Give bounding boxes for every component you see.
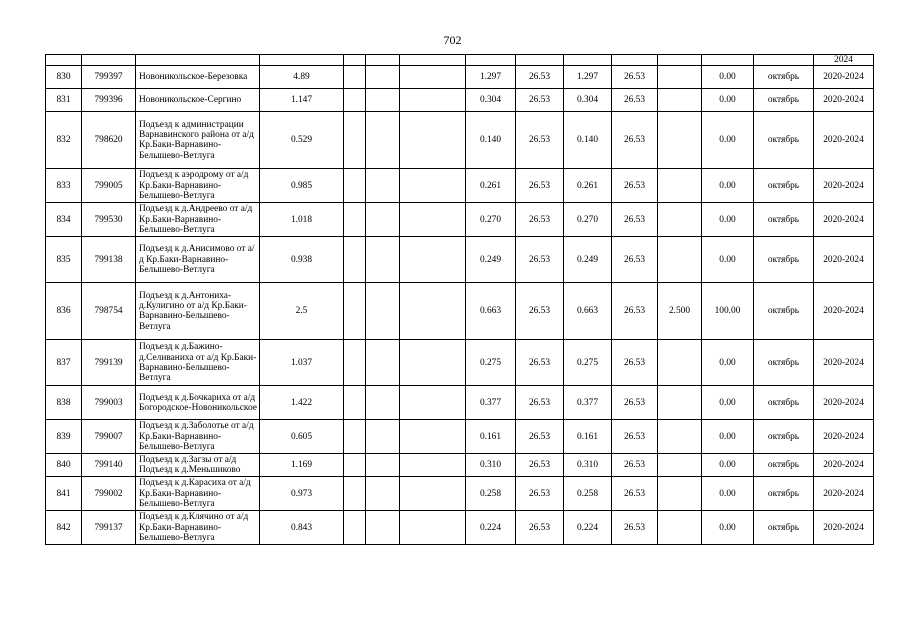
cell-percent-3: 0.00 bbox=[702, 203, 754, 237]
cell-percent-1: 26.53 bbox=[516, 386, 564, 420]
cell-empty-c bbox=[400, 477, 466, 511]
cell-code: 798620 bbox=[82, 112, 136, 169]
cell-percent-3: 0.00 bbox=[702, 454, 754, 477]
cell-percent-1: 26.53 bbox=[516, 420, 564, 454]
cell-code: 799397 bbox=[82, 66, 136, 89]
cell-percent-2: 26.53 bbox=[612, 420, 658, 454]
cell-percent-1: 26.53 bbox=[516, 477, 564, 511]
cell-percent-1: 26.53 bbox=[516, 511, 564, 545]
cell-volume-2: 0.663 bbox=[564, 283, 612, 340]
cell-empty-a bbox=[344, 203, 366, 237]
cell-empty-b bbox=[366, 386, 400, 420]
cell-period: 2020-2024 bbox=[814, 283, 874, 340]
cell-period: 2020-2024 bbox=[814, 112, 874, 169]
table-row bbox=[46, 283, 874, 340]
cell-volume-1: 0.663 bbox=[466, 283, 516, 340]
cell-name: Подъезд к д.Карасиха от а/д Кр.Баки-Варнавино-Белышево-Ветлуга bbox=[136, 477, 260, 511]
cell-period: 2020-2024 bbox=[814, 420, 874, 454]
cell-no: 835 bbox=[46, 237, 82, 283]
cell-percent-2: 26.53 bbox=[612, 283, 658, 340]
cell-code: 799005 bbox=[82, 169, 136, 203]
cell-empty-a bbox=[344, 169, 366, 203]
cell-percent-1: 26.53 bbox=[516, 66, 564, 89]
cell-volume-3 bbox=[658, 169, 702, 203]
cell-empty-a bbox=[344, 454, 366, 477]
cell-name: Подъезд к д.Клячино от а/д Кр.Баки-Варнавино-Белышево-Ветлуга bbox=[136, 511, 260, 545]
cell-code: 799530 bbox=[82, 203, 136, 237]
cell-name: Подъезд к д.Антониха-д.Кулигино от а/д Кр.Баки-Варнавино-Белышево-Ветлуга bbox=[136, 283, 260, 340]
cell-month: октябрь bbox=[754, 112, 814, 169]
cell-code: 799140 bbox=[82, 454, 136, 477]
cell-percent-1: 26.53 bbox=[516, 340, 564, 386]
cell-month: октябрь bbox=[754, 386, 814, 420]
cell-no: 836 bbox=[46, 283, 82, 340]
cell-percent-3: 0.00 bbox=[702, 477, 754, 511]
cell-code: 799138 bbox=[82, 237, 136, 283]
cell-empty-c bbox=[400, 340, 466, 386]
cell-length: 1.147 bbox=[260, 89, 344, 112]
table-row bbox=[46, 511, 874, 545]
cell-name: Новоникольское-Березовка bbox=[136, 66, 260, 89]
cell-volume-3 bbox=[658, 112, 702, 169]
cell-month: октябрь bbox=[754, 66, 814, 89]
cell-empty-c bbox=[400, 283, 466, 340]
table-row bbox=[46, 454, 874, 477]
cell-code: 799003 bbox=[82, 386, 136, 420]
cell-percent-3: 0.00 bbox=[702, 386, 754, 420]
cell-month: октябрь bbox=[754, 203, 814, 237]
cell-empty-c bbox=[400, 203, 466, 237]
cell-month: октябрь bbox=[754, 420, 814, 454]
cell-volume-3 bbox=[658, 203, 702, 237]
cell-empty-c bbox=[400, 66, 466, 89]
cell-volume-1: 0.258 bbox=[466, 477, 516, 511]
cell-period: 2020-2024 bbox=[814, 511, 874, 545]
cell-period: 2020-2024 bbox=[814, 66, 874, 89]
cell-empty-b bbox=[366, 511, 400, 545]
cell-month: октябрь bbox=[754, 169, 814, 203]
cell-length: 1.018 bbox=[260, 203, 344, 237]
cell-month: октябрь bbox=[754, 237, 814, 283]
cell-empty-b bbox=[366, 237, 400, 283]
cell-volume-2: 0.161 bbox=[564, 420, 612, 454]
cell-month: октябрь bbox=[754, 89, 814, 112]
cell-empty-b bbox=[366, 454, 400, 477]
cell-period: 2020-2024 bbox=[814, 169, 874, 203]
cell-volume-2: 1.297 bbox=[564, 66, 612, 89]
cell-name: Подъезд к д.Андреево от а/д Кр.Баки-Варнавино-Белышево-Ветлуга bbox=[136, 203, 260, 237]
cell-volume-3: 2.500 bbox=[658, 283, 702, 340]
cell-no: 833 bbox=[46, 169, 82, 203]
table-row bbox=[46, 386, 874, 420]
cell-volume-2: 0.275 bbox=[564, 340, 612, 386]
cell-code: 799007 bbox=[82, 420, 136, 454]
cell-volume-1: 0.275 bbox=[466, 340, 516, 386]
cell-no: 831 bbox=[46, 89, 82, 112]
cell-length: 0.973 bbox=[260, 477, 344, 511]
cell-percent-2: 26.53 bbox=[612, 203, 658, 237]
cell-no: 830 bbox=[46, 66, 82, 89]
cell-length: 1.037 bbox=[260, 340, 344, 386]
cell-name: Подъезд к д.Загзы от а/д Подъезд к д.Меньшиково bbox=[136, 454, 260, 477]
cell-code: 799396 bbox=[82, 89, 136, 112]
cell-volume-2: 0.140 bbox=[564, 112, 612, 169]
cell-volume-1: 0.261 bbox=[466, 169, 516, 203]
cell-volume-1: 0.377 bbox=[466, 386, 516, 420]
cell-empty-b bbox=[366, 283, 400, 340]
cell-name: Подъезд к д.Анисимово от а/д Кр.Баки-Варнавино-Белышево-Ветлуга bbox=[136, 237, 260, 283]
cell-name: Новоникольское-Сергино bbox=[136, 89, 260, 112]
cell-volume-2: 0.249 bbox=[564, 237, 612, 283]
cell-empty-b bbox=[366, 477, 400, 511]
cell-name: Подъезд к д.Заболотье от а/д Кр.Баки-Варнавино-Белышево-Ветлуга bbox=[136, 420, 260, 454]
cell-empty-c bbox=[400, 386, 466, 420]
cell-month: октябрь bbox=[754, 477, 814, 511]
cell-empty-b bbox=[366, 340, 400, 386]
cell-month: октябрь bbox=[754, 340, 814, 386]
cell-volume-2: 0.224 bbox=[564, 511, 612, 545]
cell-length: 2.5 bbox=[260, 283, 344, 340]
table-row bbox=[46, 340, 874, 386]
cell-percent-2: 26.53 bbox=[612, 66, 658, 89]
table-row bbox=[46, 112, 874, 169]
cell-percent-3: 0.00 bbox=[702, 420, 754, 454]
cell-volume-1: 0.310 bbox=[466, 454, 516, 477]
cell-empty-a bbox=[344, 340, 366, 386]
cell-empty-c bbox=[400, 169, 466, 203]
cell-period: 2020-2024 bbox=[814, 477, 874, 511]
cell-volume-1: 0.140 bbox=[466, 112, 516, 169]
cell-length: 1.169 bbox=[260, 454, 344, 477]
cell-volume-3 bbox=[658, 420, 702, 454]
cell-volume-3 bbox=[658, 454, 702, 477]
cell-empty-a bbox=[344, 386, 366, 420]
cell-length: 0.605 bbox=[260, 420, 344, 454]
cell-volume-1: 0.304 bbox=[466, 89, 516, 112]
page-number: 702 bbox=[443, 33, 462, 47]
cell-percent-1: 26.53 bbox=[516, 283, 564, 340]
cell-no: 842 bbox=[46, 511, 82, 545]
cell-volume-2: 0.377 bbox=[564, 386, 612, 420]
table-row bbox=[46, 169, 874, 203]
cell-length: 0.529 bbox=[260, 112, 344, 169]
cell-volume-2: 0.258 bbox=[564, 477, 612, 511]
cell-volume-1: 0.249 bbox=[466, 237, 516, 283]
cell-length: 1.422 bbox=[260, 386, 344, 420]
cell-month: октябрь bbox=[754, 454, 814, 477]
cell-no: 838 bbox=[46, 386, 82, 420]
cell-empty-c bbox=[400, 89, 466, 112]
cell-period: 2020-2024 bbox=[814, 340, 874, 386]
cell-period: 2020-2024 bbox=[814, 203, 874, 237]
cell-percent-3: 0.00 bbox=[702, 66, 754, 89]
table-row bbox=[46, 89, 874, 112]
cell-name: Подъезд к администрации Варнавинского района от а/д Кр.Баки-Варнавино-Белышево-Ветлуга bbox=[136, 112, 260, 169]
road-table bbox=[45, 54, 874, 545]
cell-period: 2020-2024 bbox=[814, 386, 874, 420]
cell-percent-3: 0.00 bbox=[702, 340, 754, 386]
cell-empty-a bbox=[344, 283, 366, 340]
cell-volume-3 bbox=[658, 477, 702, 511]
cell-percent-3: 0.00 bbox=[702, 112, 754, 169]
cell-no: 837 bbox=[46, 340, 82, 386]
cell-volume-3 bbox=[658, 386, 702, 420]
cell-percent-2: 26.53 bbox=[612, 112, 658, 169]
cell-no: 834 bbox=[46, 203, 82, 237]
cell-percent-1: 26.53 bbox=[516, 112, 564, 169]
cell-percent-1: 26.53 bbox=[516, 203, 564, 237]
cell-period: 2020-2024 bbox=[814, 89, 874, 112]
cell-volume-2: 0.270 bbox=[564, 203, 612, 237]
cell-volume-3 bbox=[658, 237, 702, 283]
cell-code: 799139 bbox=[82, 340, 136, 386]
cell-empty-c bbox=[400, 511, 466, 545]
cell-period: 2020-2024 bbox=[814, 237, 874, 283]
cell-empty-a bbox=[344, 89, 366, 112]
cell-percent-2: 26.53 bbox=[612, 454, 658, 477]
cell-name: Подъезд к д.Бочкариха от а/д Богородское-Новоникольское bbox=[136, 386, 260, 420]
cell-percent-3: 100.00 bbox=[702, 283, 754, 340]
cell-empty-a bbox=[344, 477, 366, 511]
cell-no: 832 bbox=[46, 112, 82, 169]
table-top-row bbox=[46, 55, 874, 66]
cell-empty-c bbox=[400, 112, 466, 169]
cell-empty-a bbox=[344, 420, 366, 454]
cell-percent-1: 26.53 bbox=[516, 237, 564, 283]
cell-empty-b bbox=[366, 112, 400, 169]
cell-volume-1: 0.224 bbox=[466, 511, 516, 545]
table-row bbox=[46, 66, 874, 89]
cell-percent-3: 0.00 bbox=[702, 237, 754, 283]
table-row bbox=[46, 477, 874, 511]
cell-empty-a bbox=[344, 237, 366, 283]
cell-length: 4.89 bbox=[260, 66, 344, 89]
cell-length: 0.843 bbox=[260, 511, 344, 545]
cell-percent-1: 26.53 bbox=[516, 89, 564, 112]
cell-length: 0.938 bbox=[260, 237, 344, 283]
cell-empty-b bbox=[366, 169, 400, 203]
cell-volume-2: 0.304 bbox=[564, 89, 612, 112]
cell-percent-2: 26.53 bbox=[612, 169, 658, 203]
cell-percent-1: 26.53 bbox=[516, 454, 564, 477]
cell-volume-1: 0.161 bbox=[466, 420, 516, 454]
cell-name: Подъезд к д.Бажино-д.Селиваниха от а/д Кр.Баки-Варнавино-Белышево-Ветлуга bbox=[136, 340, 260, 386]
cell-percent-2: 26.53 bbox=[612, 386, 658, 420]
cell-volume-2: 0.261 bbox=[564, 169, 612, 203]
cell-volume-1: 0.270 bbox=[466, 203, 516, 237]
cell-volume-3 bbox=[658, 66, 702, 89]
cell-volume-1: 1.297 bbox=[466, 66, 516, 89]
cell-length: 0.985 bbox=[260, 169, 344, 203]
cell-percent-3: 0.00 bbox=[702, 169, 754, 203]
cell-percent-2: 26.53 bbox=[612, 511, 658, 545]
cell-percent-2: 26.53 bbox=[612, 477, 658, 511]
cell-empty-b bbox=[366, 89, 400, 112]
cell-percent-3: 0.00 bbox=[702, 511, 754, 545]
cell-empty-a bbox=[344, 66, 366, 89]
cell-percent-2: 26.53 bbox=[612, 89, 658, 112]
cell-percent-2: 26.53 bbox=[612, 340, 658, 386]
cell-no: 841 bbox=[46, 477, 82, 511]
cell-volume-3 bbox=[658, 511, 702, 545]
cell-volume-3 bbox=[658, 89, 702, 112]
cell-code: 798754 bbox=[82, 283, 136, 340]
cell-code: 799002 bbox=[82, 477, 136, 511]
cell-volume-2: 0.310 bbox=[564, 454, 612, 477]
cell-code: 799137 bbox=[82, 511, 136, 545]
cell-empty-c bbox=[400, 237, 466, 283]
cell-period: 2024 bbox=[814, 55, 874, 66]
cell-empty-a bbox=[344, 511, 366, 545]
cell-percent-1: 26.53 bbox=[516, 169, 564, 203]
cell-empty-b bbox=[366, 420, 400, 454]
cell-percent-3: 0.00 bbox=[702, 89, 754, 112]
cell-percent-2: 26.53 bbox=[612, 237, 658, 283]
cell-name: Подъезд к аэродрому от а/д Кр.Баки-Варнавино-Белышево-Ветлуга bbox=[136, 169, 260, 203]
cell-no: 839 bbox=[46, 420, 82, 454]
cell-no: 840 bbox=[46, 454, 82, 477]
cell-volume-3 bbox=[658, 340, 702, 386]
cell-empty-a bbox=[344, 112, 366, 169]
cell-month: октябрь bbox=[754, 511, 814, 545]
table-row bbox=[46, 420, 874, 454]
cell-month: октябрь bbox=[754, 283, 814, 340]
table-row bbox=[46, 237, 874, 283]
table-row bbox=[46, 203, 874, 237]
cell-empty-c bbox=[400, 420, 466, 454]
cell-empty-c bbox=[400, 454, 466, 477]
cell-empty-b bbox=[366, 203, 400, 237]
cell-empty-b bbox=[366, 66, 400, 89]
cell-period: 2020-2024 bbox=[814, 454, 874, 477]
